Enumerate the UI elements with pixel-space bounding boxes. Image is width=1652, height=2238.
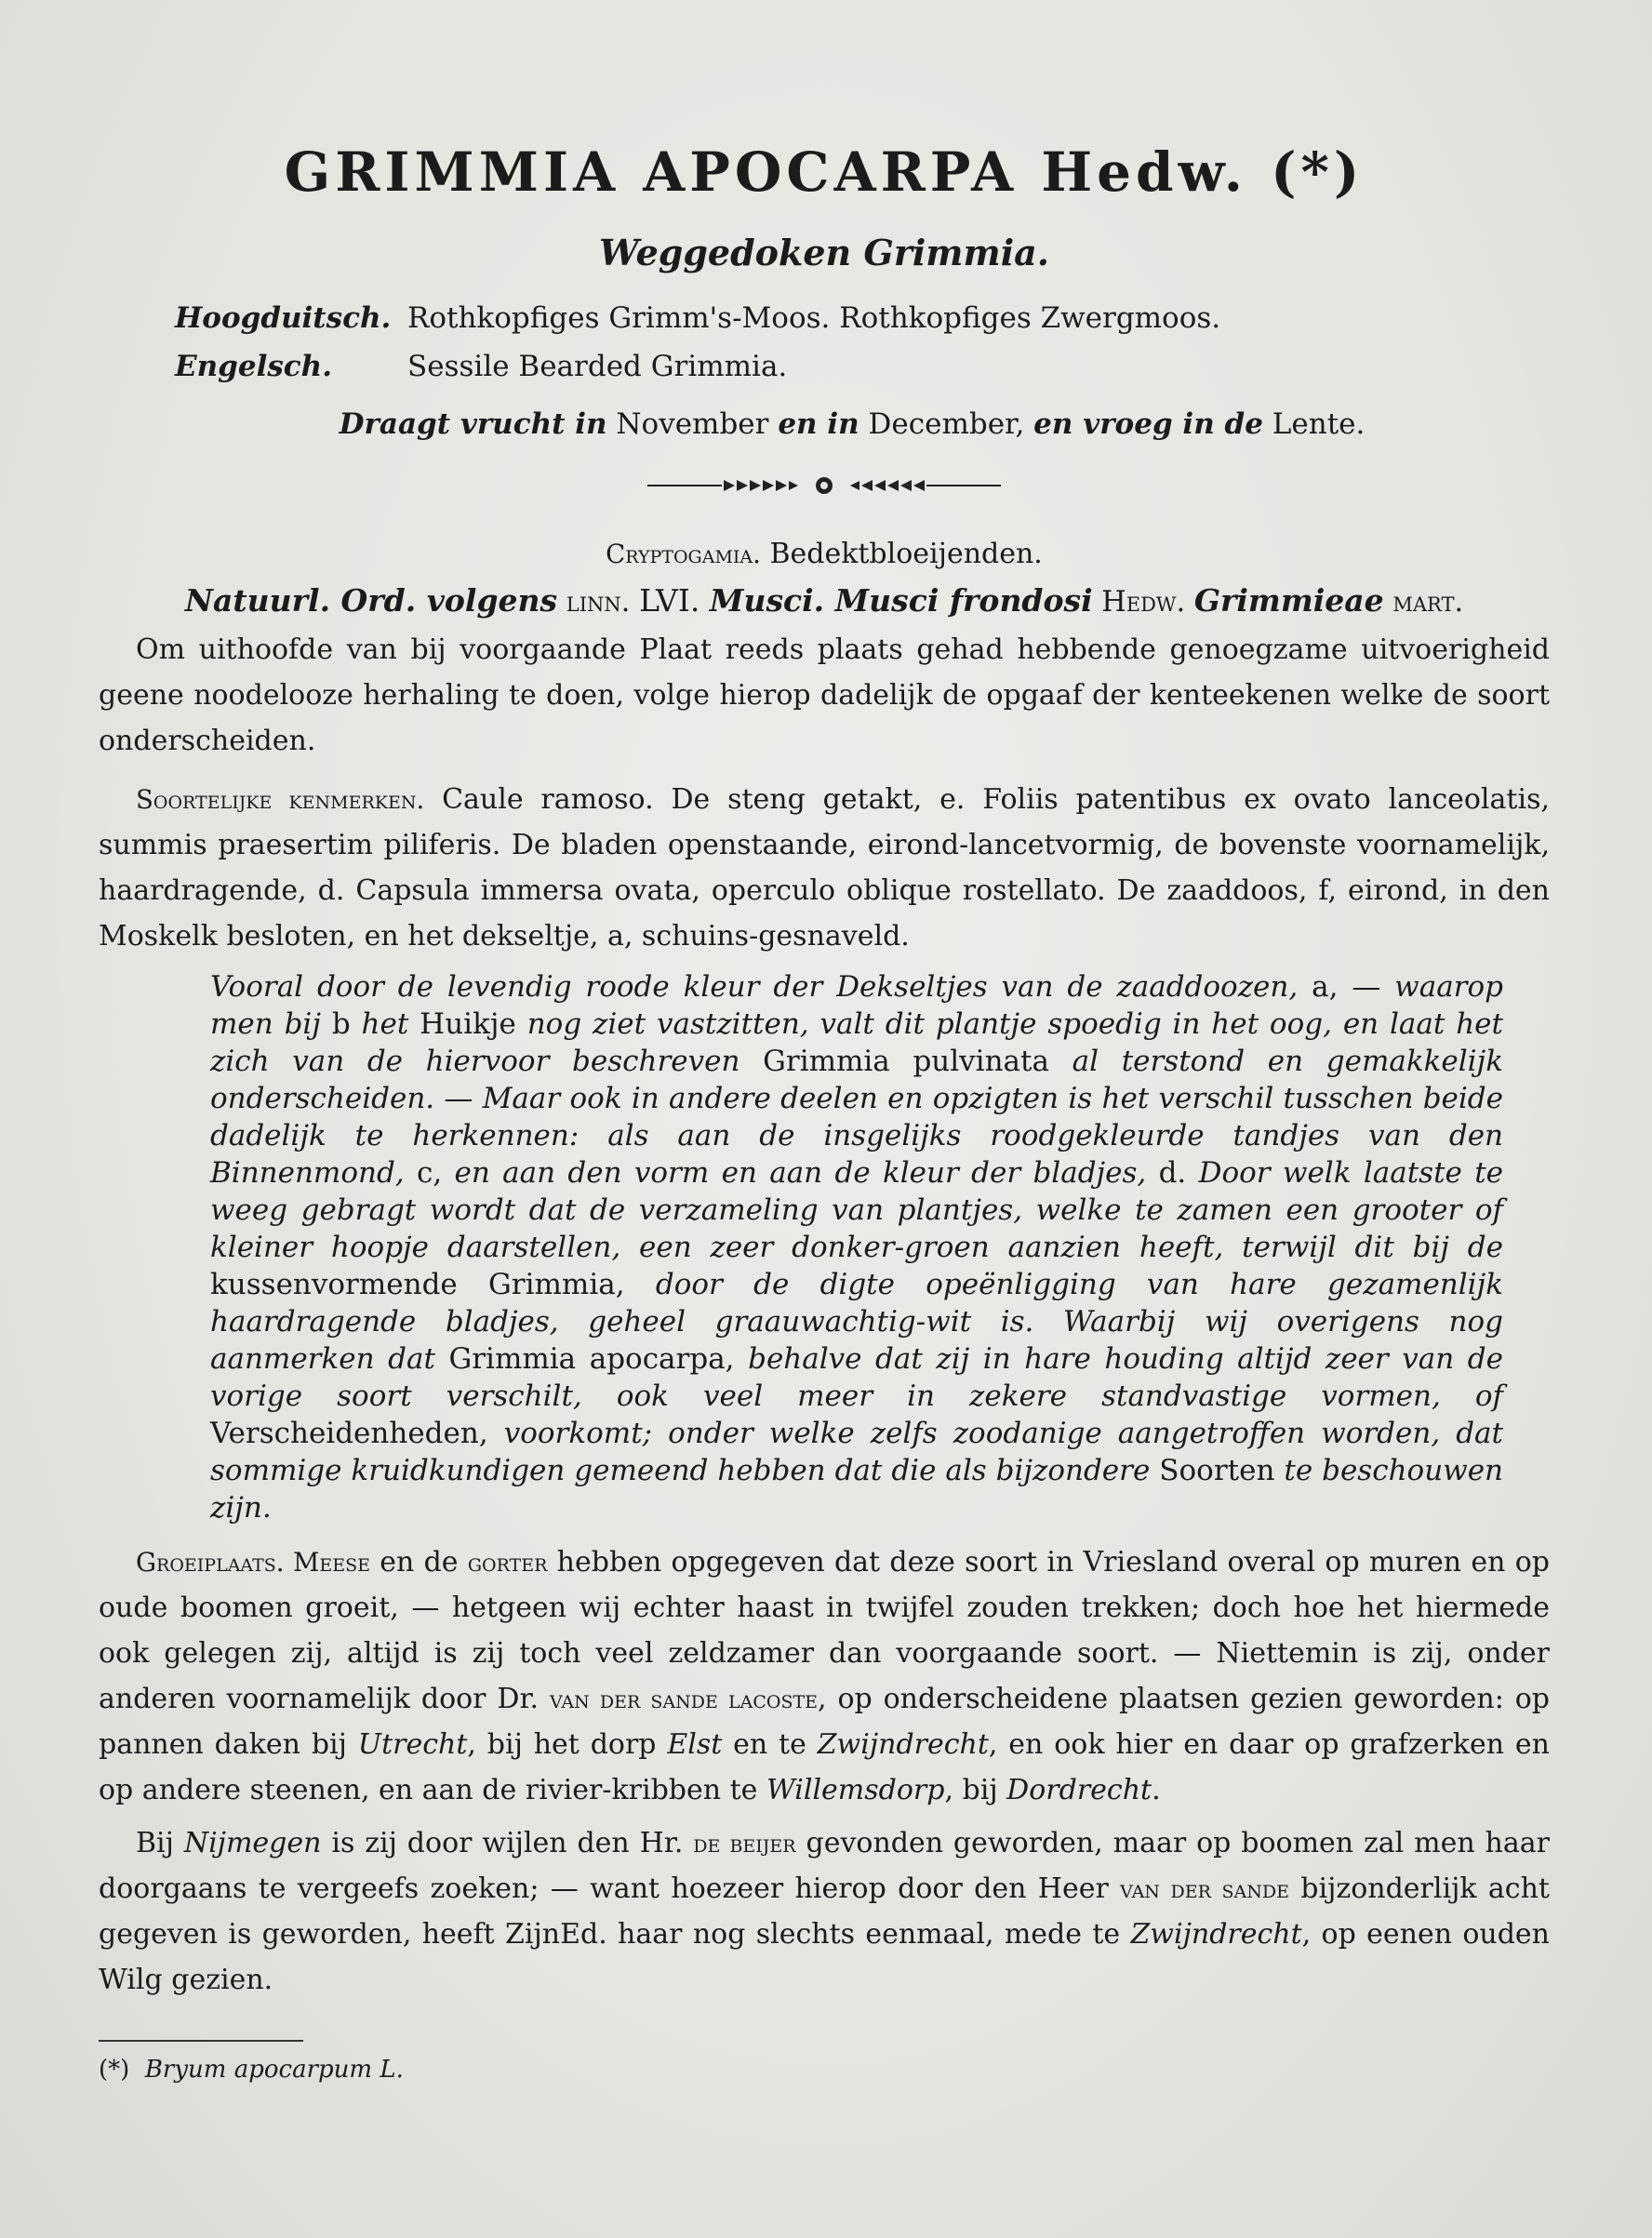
author-hedw: Hedw. [1092, 586, 1194, 619]
name-value: Rothkopfiges Grimm's-Moos. Rothkopfiges Zwergmoos. [407, 301, 1221, 335]
page-subtitle: Weggedoken Grimmia. [599, 232, 1049, 273]
fruit-text: en in [778, 407, 859, 441]
nijmegen-paragraph: Bij Nijmegen is zij door wijlen den Hr. de beijer gevonden geworden, maar op boomen zal men haar doorgaans te vergeefs zoeken; — want hoezeer hierop door den Heer van der sande bijzonderlijk acht gegeven is geworden, heeft ZijnEd. haar nog slechts eenmaal, mede te Zwijndrecht, op eenen ouden Wilg gezien. [99, 1827, 1550, 1996]
footnote-text: Bryum apocarpum L. [144, 2056, 404, 2084]
classification-line-1 [99, 532, 1550, 577]
classification-tribe: Grimmieae [1193, 582, 1384, 619]
discussion-paragraph: Vooral door de levendig roode kleur der Dekseltjes van de zaaddoozen, a, — waarop men bij b het Huikje nog ziet vastzitten, valt dit plantje spoedig in het oog, en laat het zich van de hiervoor beschreven Grimmia pulvinata al terstond en gemakkelijk onderscheiden. — Maar ook in andere deelen en opzigten is het verschil tusschen beide dadelijk te herkennen: als aan de insgelijks roodgekleurde tandjes van den Binnenmond, c, en aan den vorm en aan de kleur der bladjes, d. Door welk laatste te weeg gebragt wordt dat de verzameling van plantjes, welke te zamen een grooter of kleiner hoopje daarstellen, een zeer donker-groen aanzien heeft, terwijl dit bij de kussenvormende Grimmia, door de digte opeënligging van hare gezamenlijk haardragende bladjes, geheel graauwachtig-wit is. Waarbij wij overigens nog aanmerken dat Grimmia apocarpa, behalve dat zij in hare houding altijd zeer van de vorige soort verschilt, ook veel meer in zekere standvastige vormen, of Verscheidenheden, voorkomt; onder welke zelfs zoodanige aangetroffen worden, dat sommige kruidkundigen gemeend hebben dat die als bijzondere Soorten te beschouwen zijn. [210, 970, 1504, 1525]
fruit-season-name: Lente. [1262, 407, 1366, 441]
classification-class: Cryptogamia. [606, 539, 761, 569]
characters-paragraph [99, 777, 1550, 959]
fruit-month: December, [859, 407, 1034, 441]
habitat-paragraph: Groeiplaats. Meese en de gorter hebben opgegeven dat deze soort in Vriesland overal op muren en op oude boomen groeit, — hetgeen wij echter haast in twijfel zouden trekken; doch hoe het hiermede ook gelegen zij, altijd is zij toch veel zeldzamer dan voorgaande soort. — Niettemin is zij, onder anderen voornamelijk door Dr. van der sande lacoste, op onderscheidene plaatsen gezien geworden: op pannen daken bij Utrecht, bij het dorp Elst en te Zwijndrecht, en ook hier en daar op grafzerken en op andere steenen, en aan de rivier-kribben te Willemsdorp, bij Dordrecht. [99, 1546, 1550, 1806]
ornament-divider [647, 476, 1001, 495]
vernacular-names [99, 294, 1550, 391]
footnote [99, 2042, 1550, 2098]
order-number: LVI. [639, 582, 710, 619]
characters-text: Caule ramoso. De steng getakt, e. Foliis patentibus ex ovato lanceolatis, summis praesertim piliferis. De bladen openstaande, eirond-lancetvormig, de bovenste voornamelijk, haardragende, d. Capsula immersa ovata, operculo oblique rostellato. De zaaddoos, f, eirond, in den Moskelk besloten, en het dekseltje, a, schuins-gesnaveld. [99, 783, 1550, 952]
name-label: Hoogduitsch. [175, 301, 392, 335]
fruit-text: Draagt vrucht in [339, 407, 607, 441]
name-label: Engelsch. [175, 350, 333, 383]
footnote-marker: (*) [99, 2056, 130, 2084]
section-label: Soortelijke kenmerken. [136, 784, 425, 815]
author-linn: linn. [557, 586, 640, 619]
name-value: Sessile Bearded Grimmia. [407, 350, 788, 383]
classification-text: Natuurl. Ord. volgens [184, 582, 558, 619]
classification-class-dutch: Bedektbloeijenden. [760, 538, 1043, 570]
fruit-text: en vroeg in de [1033, 407, 1263, 441]
document-body [99, 140, 1550, 2098]
intro-paragraph: Om uithoofde van bij voorgaande Plaat reeds plaats gehad hebbende genoegzame uitvoerigheid geene noodelooze herhaling te doen, volge hierop dadelijk de opgaaf der kenteekenen welke de soort onderscheiden. [99, 633, 1550, 757]
classification-line-2 [99, 577, 1550, 627]
author-mart: mart. [1383, 586, 1464, 619]
classification-text: Musci. Musci frondosi [709, 582, 1093, 619]
fruiting-season [99, 398, 1550, 450]
page-title: GRIMMIA APOCARPA Hedw. (*) [284, 140, 1365, 204]
name-row-english [99, 342, 1550, 391]
name-row-german [99, 294, 1550, 342]
section-label: Groeiplaats. [136, 1547, 285, 1578]
fruit-month: November [606, 407, 779, 441]
